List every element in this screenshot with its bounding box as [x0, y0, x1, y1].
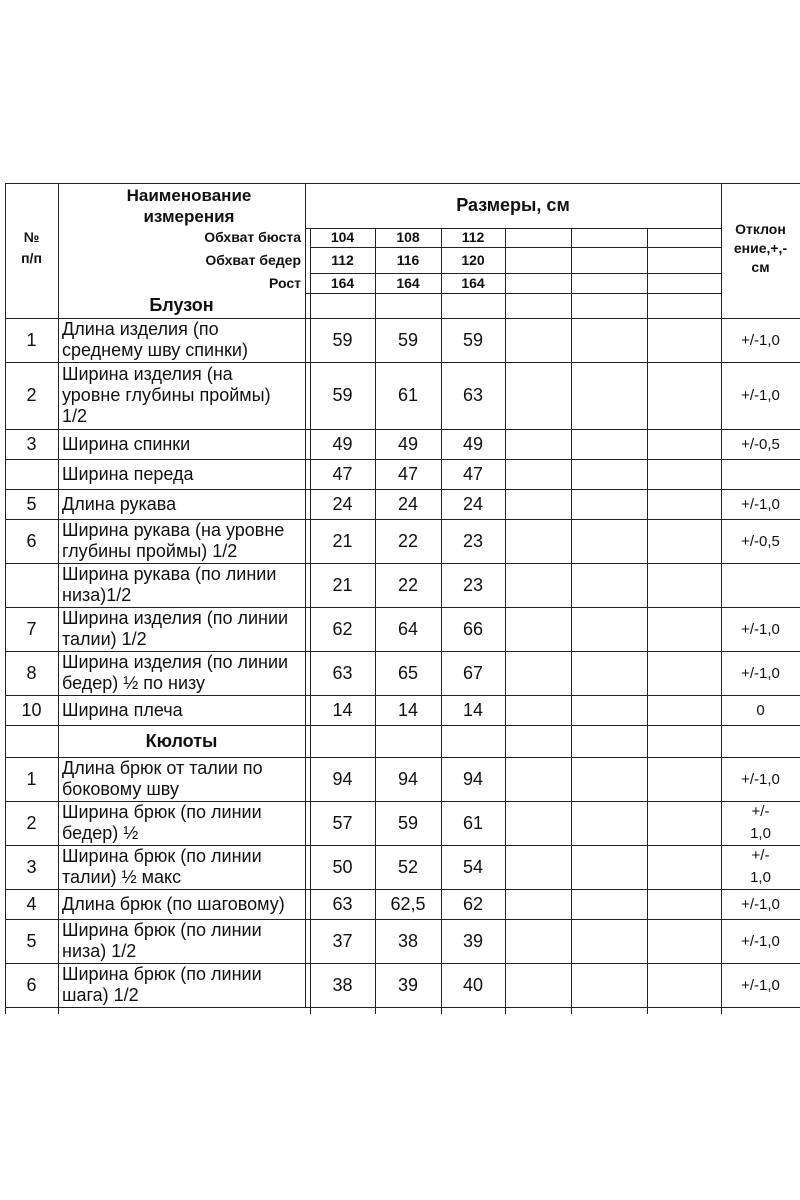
size-value: 21	[332, 574, 353, 595]
size-value: 62,5	[390, 893, 426, 914]
tolerance-value	[721, 459, 800, 489]
size-value: 52	[397, 856, 419, 877]
measurement-name: Ширина изделия (на уровне глубины проймы) 1/2	[62, 364, 271, 426]
size-value: 50	[332, 856, 353, 877]
size-value: 49	[332, 433, 353, 454]
size-value: 54	[462, 856, 484, 877]
row-number: 1	[26, 329, 37, 350]
row-number: 8	[26, 662, 37, 683]
row-number: 2	[26, 385, 37, 405]
row-number: 2	[26, 812, 37, 833]
column-header-number: № п/п	[21, 229, 42, 266]
tolerance-value	[721, 563, 800, 607]
size-value: 39	[462, 930, 484, 951]
size-value: 22	[397, 530, 419, 551]
size-value: 14	[332, 699, 353, 720]
row-number: 6	[26, 530, 37, 551]
tolerance-value: +/- 1,0	[750, 803, 771, 842]
size-value: 59	[397, 329, 419, 350]
size-value: 66	[462, 618, 484, 639]
row-number	[5, 459, 58, 489]
size-value: 62	[332, 618, 353, 639]
row-number: 5	[26, 930, 37, 951]
measurement-name: Ширина брюк (по линии талии) ½ макс	[62, 846, 262, 887]
size-value: 65	[397, 662, 419, 683]
tolerance-value: +/-1,0	[741, 495, 780, 513]
size-value: 63	[462, 385, 484, 405]
measurement-name: Ширина рукава (на уровне глубины проймы) 1/2	[62, 520, 285, 561]
tolerance-value: +/-1,0	[741, 932, 780, 950]
size-value: 49	[397, 433, 419, 454]
size-value: 59	[332, 385, 353, 405]
size-value: 94	[462, 768, 484, 789]
column-header-sizes: Размеры, см	[456, 195, 570, 215]
size-value: 59	[462, 329, 484, 350]
size-value: 40	[462, 974, 484, 995]
param-value: 120	[461, 251, 485, 268]
measurement-name: Ширина переда	[62, 463, 194, 484]
measurement-name: Ширина рукава (по линии низа)1/2	[62, 564, 277, 605]
measurement-name: Длина изделия (по среднему шву спинки)	[62, 319, 248, 360]
row-number: 10	[21, 699, 42, 720]
param-value: 116	[396, 251, 420, 268]
tolerance-value: +/-1,0	[741, 976, 780, 994]
size-value: 23	[462, 574, 484, 595]
measurement-name: Длина рукава	[62, 493, 177, 514]
size-value: 49	[462, 433, 484, 454]
column-header-measurement: Наименование измерения	[126, 185, 252, 226]
tolerance-value: +/-1,0	[741, 331, 780, 349]
measurement-name: Длина брюк от талии по боковому шву	[62, 758, 263, 799]
param-value: 164	[396, 274, 420, 291]
size-value: 39	[397, 974, 419, 995]
size-value: 24	[332, 493, 353, 514]
size-value: 37	[332, 930, 353, 951]
param-label: Обхват бюста	[204, 229, 301, 245]
size-value: 23	[462, 530, 484, 551]
size-value: 94	[332, 768, 353, 789]
row-number: 3	[26, 856, 37, 877]
tolerance-value: +/-1,0	[741, 387, 780, 404]
param-label: Рост	[269, 274, 301, 291]
size-value: 63	[332, 893, 353, 914]
section-title: Кюлоты	[145, 730, 218, 751]
measurement-name: Ширина брюк (по линии низа) 1/2	[62, 920, 262, 961]
measurement-name: Длина брюк (по шаговому)	[62, 893, 285, 914]
param-value: 164	[330, 274, 355, 291]
column-header-tolerance: Отклон ение,+,- см	[733, 220, 788, 275]
tolerance-value: +/-0,5	[741, 435, 780, 453]
param-value: 164	[461, 274, 485, 291]
size-value: 47	[397, 463, 419, 484]
size-value: 14	[397, 699, 419, 720]
size-value: 38	[332, 974, 353, 995]
row-number: 6	[26, 974, 37, 995]
row-number	[5, 563, 58, 607]
size-value: 94	[397, 768, 419, 789]
tolerance-value: +/- 1,0	[750, 847, 771, 886]
param-label: Обхват бедер	[205, 251, 301, 268]
tolerance-value: +/-1,0	[741, 664, 780, 682]
tolerance-value: +/-0,5	[741, 532, 780, 550]
size-value: 59	[397, 812, 419, 833]
row-number: 1	[26, 768, 37, 789]
size-value: 47	[332, 463, 353, 484]
row-number: 7	[26, 618, 37, 639]
param-value: 112	[331, 251, 354, 268]
size-value: 64	[397, 618, 419, 639]
size-value: 63	[332, 662, 353, 683]
row-number: 4	[26, 893, 37, 914]
section-title: Блузон	[149, 295, 214, 315]
size-chart-table	[5, 183, 800, 1014]
measurement-name: Ширина изделия (по линии бедер) ½ по низу	[62, 652, 289, 693]
row-number: 3	[26, 433, 37, 454]
measurement-name: Ширина спинки	[62, 433, 191, 454]
measurement-name: Ширина изделия (по линии талии) 1/2	[62, 608, 289, 649]
tolerance-value: +/-1,0	[741, 895, 780, 913]
size-value: 24	[397, 493, 419, 514]
measurement-name: Ширина брюк (по линии бедер) ½	[62, 802, 262, 843]
measurement-name: Ширина брюк (по линии шага) 1/2	[62, 964, 262, 1005]
tolerance-value: 0	[756, 701, 765, 719]
param-value: 112	[461, 229, 485, 245]
size-value: 61	[397, 385, 419, 405]
size-value: 59	[332, 329, 353, 350]
size-value: 47	[462, 463, 484, 484]
row-number: 5	[26, 493, 37, 514]
size-value: 22	[397, 574, 419, 595]
size-value: 14	[462, 699, 484, 720]
param-value: 104	[330, 229, 355, 245]
size-value: 21	[332, 530, 353, 551]
size-value: 38	[397, 930, 419, 951]
size-value: 62	[462, 893, 484, 914]
tolerance-value: +/-1,0	[741, 620, 780, 638]
size-value: 61	[462, 812, 484, 833]
size-value: 67	[462, 662, 484, 683]
param-value: 108	[396, 229, 420, 245]
tolerance-value: +/-1,0	[741, 770, 780, 788]
measurement-name: Ширина плеча	[62, 699, 183, 720]
size-value: 57	[332, 812, 353, 833]
size-value: 24	[462, 493, 484, 514]
